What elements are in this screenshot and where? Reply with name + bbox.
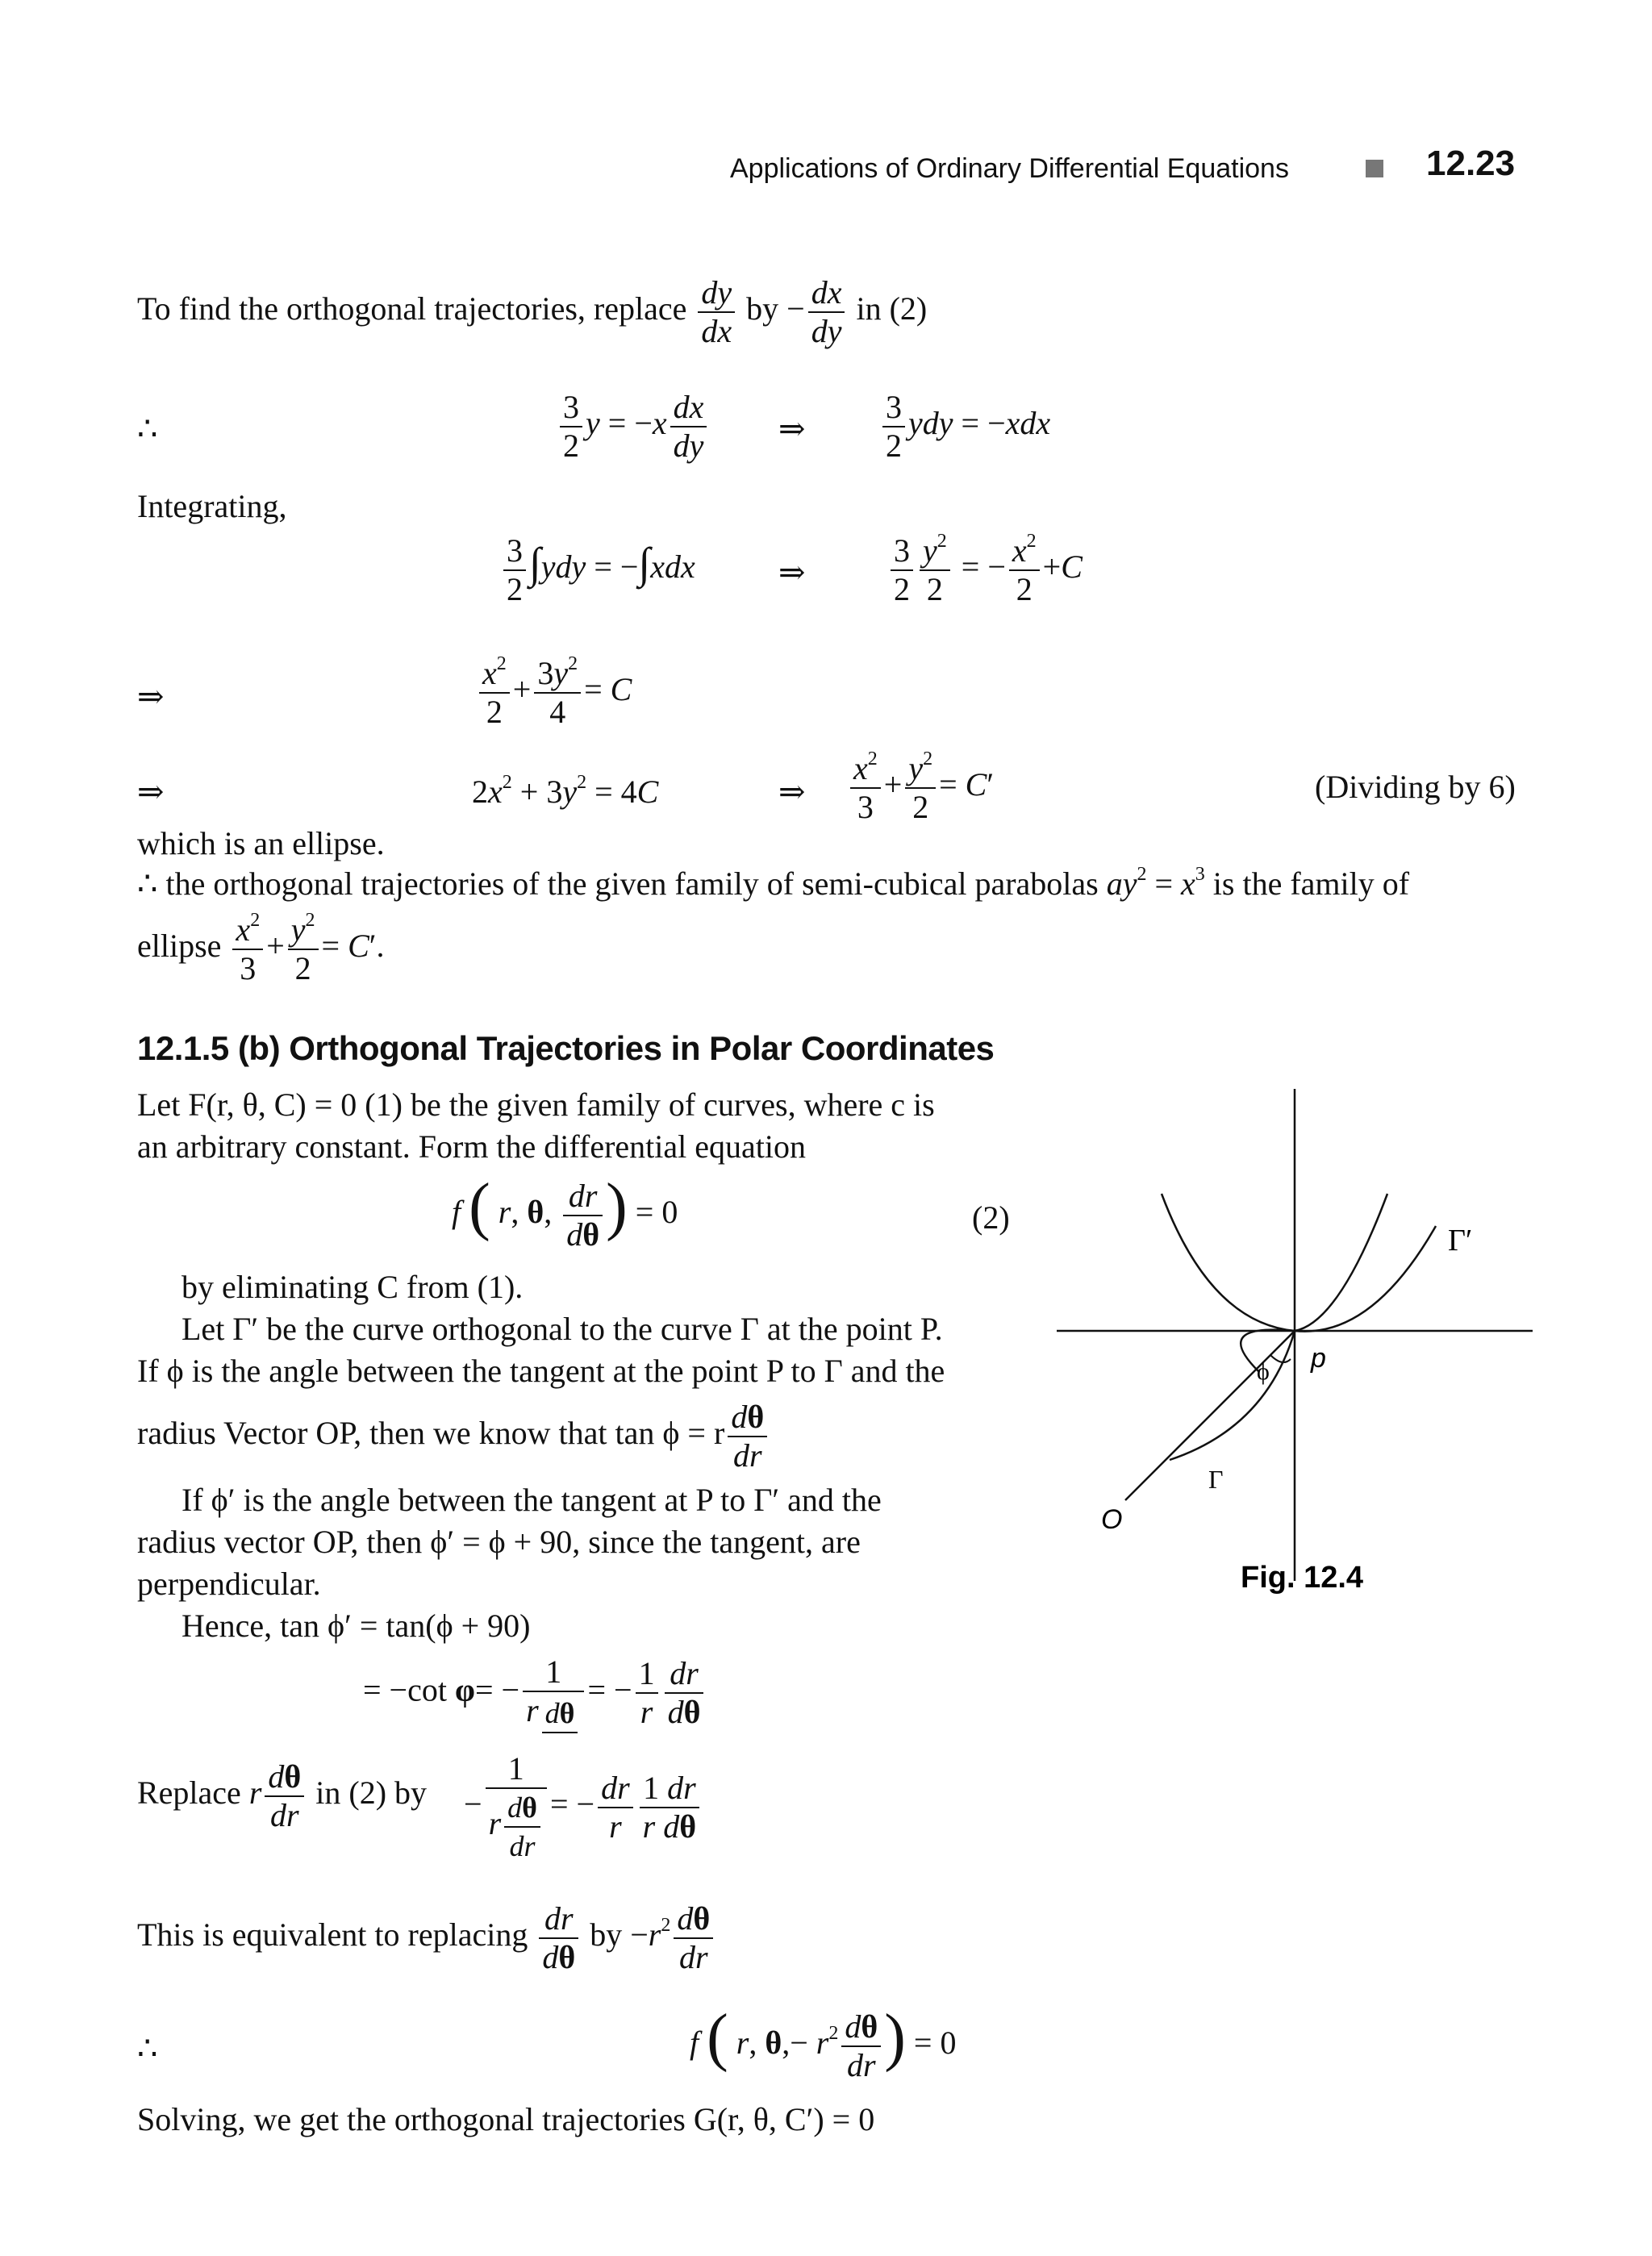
polar-paragraph-1b: an arbitrary constant. Form the differential equation [137, 1128, 806, 1165]
by-word: by [590, 1916, 623, 1954]
curve-left-upper [1162, 1194, 1295, 1331]
equation-ellipse: $2x^2 + 3y^2 = 4C$ [472, 772, 659, 810]
polar-paragraph-2: by eliminating C from (1). [181, 1269, 524, 1305]
implies-symbol: ⇒ [137, 678, 165, 715]
polar-paragraph-4a: If ϕ′ is the angle between the tangent at P to Γ′ and the [181, 1482, 882, 1518]
phi-angle-arc [1270, 1355, 1291, 1362]
therefore-symbol-2: ∴ [137, 2030, 158, 2066]
polar-paragraph-3c: radius Vector OP, then we know that tan ϕ = r [137, 1415, 725, 1452]
equation-cot: = −cot φ= − 1 r dθ = − $\frac{1}{r}$ $\frac{dr}{d\theta}$ [363, 1653, 707, 1733]
equation-replace: − 1 r $\frac{d\theta}{dr}$ = − $\frac{dr}{r}$ $\frac{1 dr}{\text{r dθ}}$ [464, 1750, 703, 1865]
equivalent-text: This is equivalent to replacing [137, 1916, 528, 1954]
conclusion-text-b: is the family of [1212, 865, 1410, 902]
solving-line: Solving, we get the orthogonal trajectories G(r, θ, C′) = 0 [137, 2101, 875, 2137]
replace-text-a: Replace [137, 1774, 241, 1812]
equation-number-2: (2) [972, 1199, 1010, 1236]
curve-gamma-prime [1295, 1226, 1436, 1332]
equation-polar-final: f ( r, $\theta,- r^2$ $\frac{d\theta}{dr}$ ) = 0 [690, 2002, 957, 2083]
header-square-icon [1366, 160, 1383, 177]
frac-dy-dx: $\frac{dy}{dx}$ [698, 274, 735, 350]
equation-integral: $\frac{3}{2}$ ∫ydy = −∫xdx [500, 532, 695, 608]
label-o: O [1101, 1504, 1123, 1535]
implies-symbol: ⇒ [778, 774, 806, 810]
replace-line: Replace r $\frac{d\theta}{dr}$ in (2) by [137, 1758, 428, 1833]
ellipse-line: ellipse $\frac{x^2}{3}$ + $\frac{y^2}{2}$ = C′. [137, 910, 385, 986]
running-header-title: Applications of Ordinary Differential Equations [730, 153, 1289, 184]
dividing-note: (Dividing by 6) [1315, 769, 1516, 805]
label-gamma: Γ [1208, 1465, 1224, 1494]
replace-text-b: in (2) by [315, 1774, 428, 1812]
polar-paragraph-4b: radius vector OP, then ϕ′ = ϕ + 90, since the tangent, are [137, 1524, 861, 1560]
ellipse-word: ellipse [137, 928, 222, 965]
equation-1b: $\frac{3}{2}$ ydy = −xdx [879, 389, 1050, 465]
label-p: p [1311, 1343, 1326, 1374]
integrating-label: Integrating, [137, 488, 287, 524]
polar-paragraph-1a: Let F(r, θ, C) = 0 (1) be the given family of curves, where c is [137, 1086, 935, 1123]
curve-right-upper [1295, 1194, 1387, 1331]
conclusion-text-a: ∴ the orthogonal trajectories of the given family of semi-cubical parabolas [137, 865, 1099, 902]
intro-line: To find the orthogonal trajectories, replace $\frac{dy}{dx}$ by − $\frac{dx}{dy}$ in (2) [137, 274, 928, 349]
equation-1: $\frac{3}{2}$ y = −x $\frac{dx}{dy}$ [557, 389, 710, 465]
figure-12-4 [1049, 1081, 1549, 1605]
implies-symbol: ⇒ [778, 554, 806, 590]
polar-paragraph-4c: perpendicular. [137, 1566, 321, 1602]
polar-paragraph-3a: Let Γ′ be the curve orthogonal to the curve Γ at the point P. [181, 1311, 943, 1347]
polar-paragraph-3c-line: radius Vector OP, then we know that tan ϕ = r $\frac{d\theta}{dr}$ [137, 1399, 770, 1474]
by-word: by [746, 290, 779, 327]
polar-paragraph-3b: If ϕ is the angle between the tangent at the point P to Γ and the [137, 1353, 945, 1389]
which-is-ellipse: which is an ellipse. [137, 825, 385, 861]
equation-integral-b: $\frac{3}{2}$ $\frac{y^2}{2}$ = − $\frac{x^2}{2}$ +C [887, 532, 1083, 608]
equivalent-line: This is equivalent to replacing $\frac{dr}{d\theta}$ by $-r^2$ $\frac{d\theta}{dr}$ [137, 1900, 716, 1976]
equation-sum: $\frac{x^2}{2}$ + $\frac{3y^2}{4}$ = C [476, 655, 632, 731]
label-gamma-prime: Γ′ [1448, 1224, 1473, 1257]
in-2-text: in (2) [856, 290, 928, 327]
frac-dx-dy: $\frac{dx}{dy}$ [808, 274, 845, 350]
implies-symbol: ⇒ [778, 411, 806, 447]
implies-symbol: ⇒ [137, 774, 165, 810]
conclusion-line: ∴ the orthogonal trajectories of the given family of semi-cubical parabolas $ay^2 = x^3$ is the family of [137, 864, 1410, 902]
label-phi: ϕ [1257, 1358, 1270, 1385]
page-number: 12.23 [1426, 144, 1516, 183]
figure-caption: Fig. 12.4 [1241, 1561, 1364, 1595]
therefore-symbol-1: ∴ [137, 411, 158, 447]
equation-polar-2: f ( r, θ, $\frac{dr}{d\theta}$ ) = 0 [452, 1171, 678, 1253]
hence-line: Hence, tan ϕ′ = tan(ϕ + 90) [181, 1608, 531, 1644]
section-heading: 12.1.5 (b) Orthogonal Trajectories in Polar Coordinates [137, 1029, 995, 1067]
intro-text: To find the orthogonal trajectories, replace [137, 290, 687, 327]
equation-ellipse-b: $\frac{x^2}{3}$ + $\frac{y^2}{2}$ = C′ [847, 750, 994, 826]
